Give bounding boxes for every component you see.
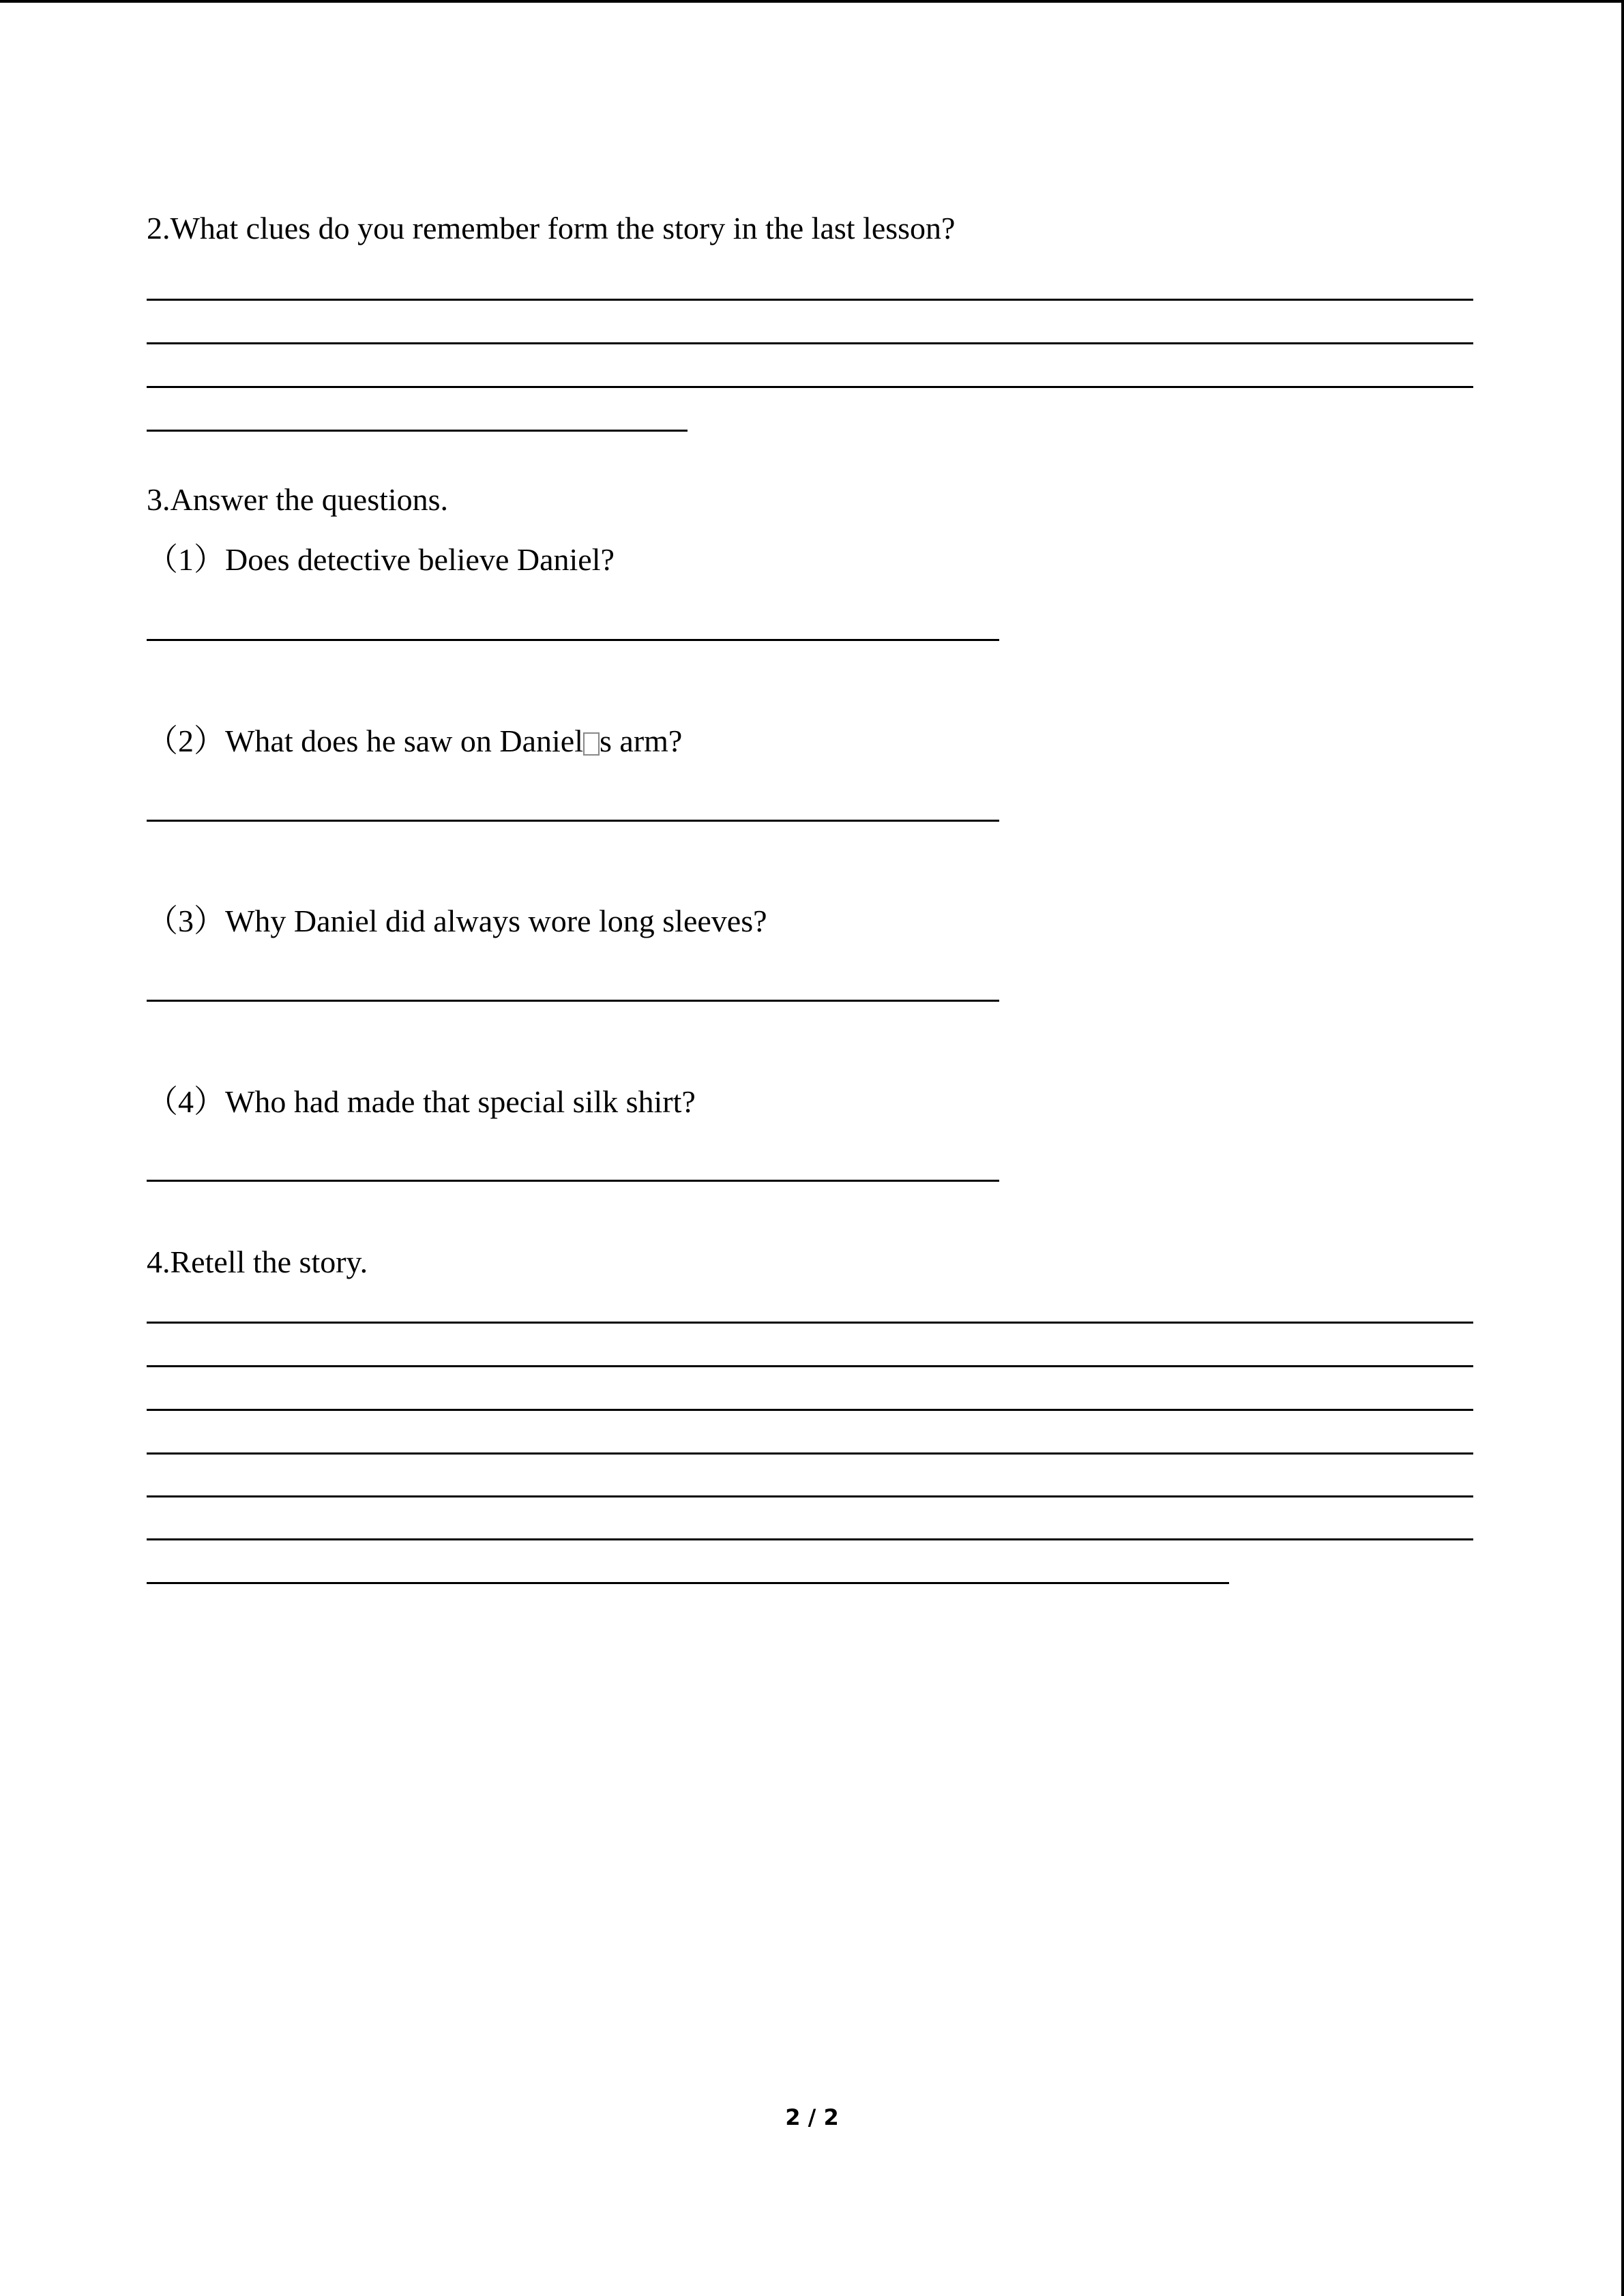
item-text: Does detective believe Daniel? (225, 542, 615, 577)
answer-line[interactable] (147, 1452, 1473, 1455)
answer-line[interactable] (147, 342, 1473, 344)
page-border-right (1621, 0, 1624, 2296)
question-3-title: 3.Answer the questions. (147, 482, 449, 517)
answer-line[interactable] (147, 1365, 1473, 1367)
item-number: （1） (147, 542, 225, 577)
answer-line[interactable] (147, 639, 999, 641)
answer-line[interactable] (147, 386, 1473, 388)
item-text: Why Daniel did always wore long sleeves? (225, 904, 767, 938)
answer-line[interactable] (147, 1000, 999, 1002)
item-number: （3） (147, 904, 225, 938)
question-2-title: 2.What clues do you remember form the story in the last lesson? (147, 211, 956, 245)
answer-line[interactable] (147, 1538, 1473, 1540)
answer-line[interactable] (147, 1409, 1473, 1411)
question-3-2 (147, 726, 682, 757)
answer-line[interactable] (147, 1495, 1473, 1497)
question-3-3 (147, 906, 767, 937)
missing-glyph-icon (583, 732, 600, 756)
answer-line[interactable] (147, 1322, 1473, 1324)
item-text-after: s arm? (600, 724, 683, 758)
item-number: （4） (147, 1084, 225, 1119)
question-3-1 (147, 544, 615, 576)
page-border-top (0, 0, 1624, 3)
item-number: （2） (147, 724, 225, 758)
question-4-title: 4.Retell the story. (147, 1244, 368, 1279)
item-text: Who had made that special silk shirt? (225, 1084, 696, 1119)
answer-line[interactable] (147, 430, 688, 432)
answer-line[interactable] (147, 1180, 999, 1182)
answer-line[interactable] (147, 299, 1473, 301)
question-3-4 (147, 1086, 696, 1118)
answer-line[interactable] (147, 820, 999, 822)
answer-line[interactable] (147, 1582, 1229, 1584)
page-number: 2 / 2 (785, 2104, 839, 2130)
item-text-before: What does he saw on Daniel (225, 724, 584, 758)
